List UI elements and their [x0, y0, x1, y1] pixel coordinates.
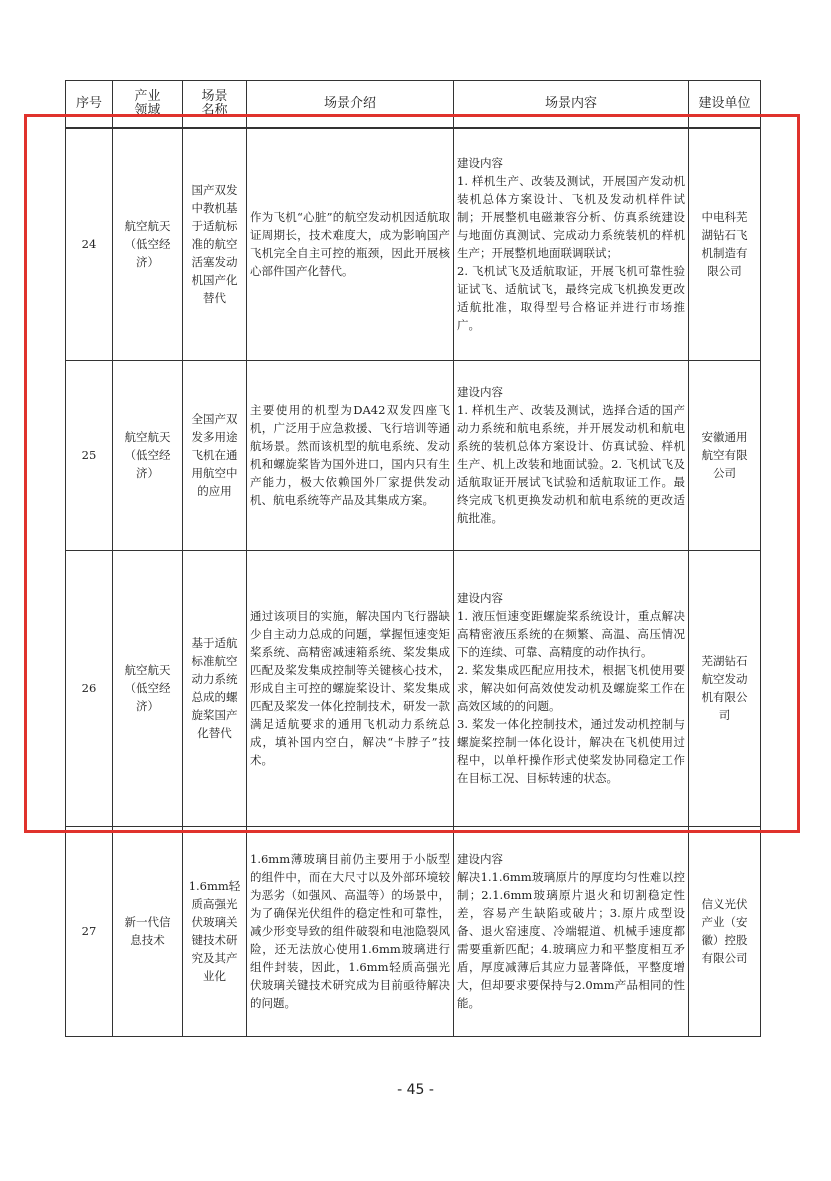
row-unit: 中电科芜 湖钻石飞 机制造有 限公司: [689, 128, 761, 360]
row-scenario-name: 1.6mm轻 质高强光 伏玻璃关 键技术研 究及其产 业化: [183, 826, 247, 1036]
table-row: [66, 550, 761, 826]
row-industry: 新一代信 息技术: [113, 826, 183, 1036]
row-scenario-name: 国产双发 中教机基 于适航标 准的航空 活塞发动 机国产化 替代: [183, 128, 247, 360]
row-unit: 安徽通用 航空有限 公司: [689, 360, 761, 550]
header-content: 场景内容: [454, 81, 689, 129]
header-industry: 产业 领域: [113, 81, 183, 129]
row-scenario-name: 基于适航 标准航空 动力系统 总成的螺 旋桨国产 化替代: [183, 550, 247, 826]
table-row: [66, 128, 761, 360]
header-intro: 场景介绍: [247, 81, 454, 129]
row-unit: 芜湖钻石 航空发动 机有限公 司: [689, 550, 761, 826]
row-industry: 航空航天 （低空经 济）: [113, 128, 183, 360]
row-content: 建设内容 1. 液压恒速变距螺旋桨系统设计，重点解决高精密液压系统的在频繁、高温、高压情况下的连续、可靠、高精度的动作执行。 2. 桨发集成匹配应用技术，根据飞机使用要求，解决如何高效使发动机及螺旋桨工作在高效区域的的问题。 3. 桨发一体化控制技术，通过发动机控制与螺旋桨控制一体化设计，解决在飞机使用过程中，以单杆操作形式使桨发协同稳定工作在目标工况、目标转速的状态。: [454, 550, 689, 826]
row-index: 25: [66, 360, 113, 550]
row-index: 27: [66, 826, 113, 1036]
row-index: 26: [66, 550, 113, 826]
row-intro: 主要使用的机型为DA42双发四座飞机，广泛用于应急救援、飞行培训等通航场景。然而该机型的航电系统、发动机和螺旋桨皆为国外进口，国内只有生产能力，极大依赖国外厂家提供发动机、航电系统等产品及其集成方案。: [247, 360, 454, 550]
header-scenario-name: 场景 名称: [183, 81, 247, 129]
row-content: 建设内容 1. 样机生产、改装及测试，开展国产发动机装机总体方案设计、飞机及发动机样件试制；开展整机电磁兼容分析、仿真系统建设与地面仿真测试、完成动力系统装机的样机生产；开展整机地面联调联试； 2. 飞机试飞及适航取证，开展飞机可靠性验证试飞、适航试飞，最终完成飞机换发更改适航批准，取得型号合格证并进行市场推广。: [454, 128, 689, 360]
row-intro: 1.6mm薄玻璃目前仍主要用于小版型的组件中，而在大尺寸以及外部环境较为恶劣（如强风、高温等）的场景中，为了确保光伏组件的稳定性和可靠性，减少形变导致的组件破裂和电池隐裂风险，还无法放心使用1.6mm玻璃进行组件封装，因此，1.6mm轻质高强光伏玻璃关键技术研究成为目前亟待解决的问题。: [247, 826, 454, 1036]
row-intro: 作为飞机“心脏”的航空发动机因适航取证周期长，技术难度大，成为影响国产飞机完全自主可控的瓶颈，因此开展核心部件国产化替代。: [247, 128, 454, 360]
table-row: [66, 826, 761, 1036]
row-industry: 航空航天 （低空经 济）: [113, 550, 183, 826]
row-unit: 信义光伏 产业（安 徽）控股 有限公司: [689, 826, 761, 1036]
page-number: - 45 -: [397, 1082, 434, 1098]
row-index: 24: [66, 128, 113, 360]
header-index: 序号: [66, 81, 113, 129]
row-content: 建设内容 1. 样机生产、改装及测试，选择合适的国产动力系统和航电系统，并开展发动机和航电系统的装机总体方案设计、仿真试验、样机生产、机上改装和地面试验。2. 飞机试飞及适航取证开展试飞试验和适航取证工作。最终完成飞机更换发动机和航电系统的更改适航批准。: [454, 360, 689, 550]
row-industry: 航空航天 （低空经 济）: [113, 360, 183, 550]
row-scenario-name: 全国产双 发多用途 飞机在通 用航空中 的应用: [183, 360, 247, 550]
row-content: 建设内容 解决1.1.6mm玻璃原片的厚度均匀性难以控制；2.1.6mm玻璃原片退火和切割稳定性差，容易产生缺陷或破片；3.原片成型设备、退火窑速度、冷端辊道、机械手速度都需要重新匹配；4.玻璃应力和平整度相互矛盾，厚度减薄后其应力显著降低，平整度增大，但却要求要保持与2.0mm产品相同的性能。: [454, 826, 689, 1036]
table-row: [66, 360, 761, 550]
header-unit: 建设单位: [689, 81, 761, 129]
scenario-table: [65, 80, 761, 1037]
row-intro: 通过该项目的实施，解决国内飞行器缺少自主动力总成的问题，掌握恒速变矩桨系统、高精密减速箱系统、桨发集成匹配及桨发集成控制等关键核心技术，形成自主可控的螺旋桨设计、桨发集成匹配及桨发一体化控制技术，研发一款满足适航要求的通用飞机动力系统总成，填补国内空白，解决“卡脖子”技术。: [247, 550, 454, 826]
table-header-row: [66, 81, 761, 129]
